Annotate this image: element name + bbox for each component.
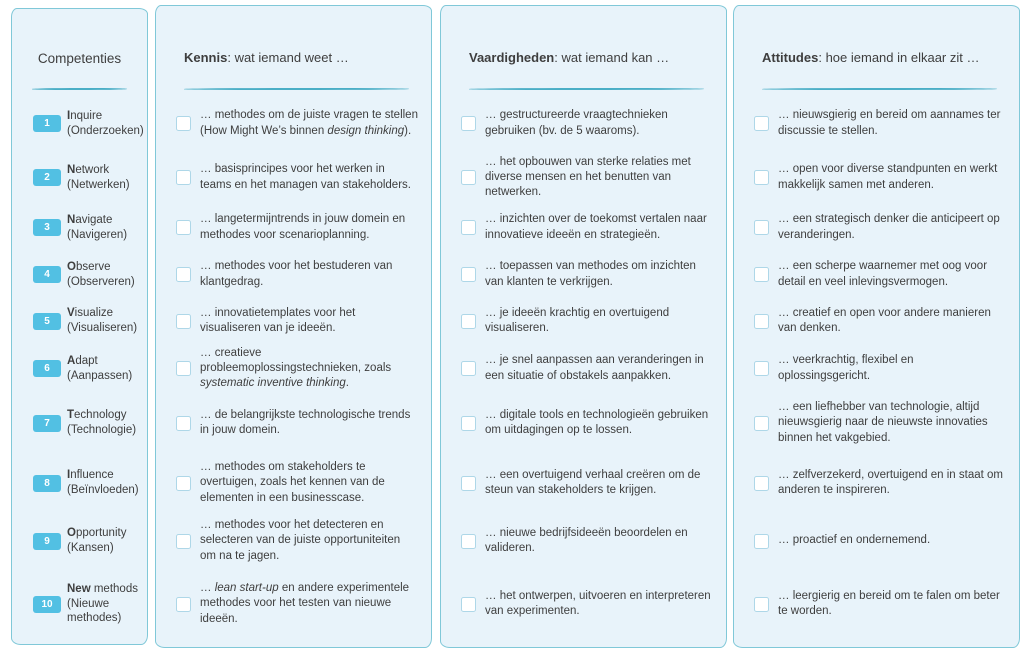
checklist-row	[441, 298, 726, 344]
checklist-row	[156, 393, 431, 453]
checklist-row	[734, 344, 1019, 393]
checkbox[interactable]	[461, 476, 476, 491]
checklist-row	[441, 393, 726, 453]
checklist-item-text: … een liefhebber van technologie, altijd nieuwsgierig naar de nieuwste innovaties binnen het vakgebied.	[778, 401, 988, 444]
competency-row	[12, 96, 147, 151]
checklist-item-text: … je ideeën krachtig en overtuigend visualiseren.	[485, 306, 670, 334]
checkbox[interactable]	[754, 361, 769, 376]
checkbox[interactable]	[754, 476, 769, 491]
competenties-title: Competenties	[37, 51, 122, 66]
competency-number-badge: 7	[33, 415, 61, 432]
checklist-item-text: … digitale tools en technologieën gebruiken om uitdagingen op te lossen.	[485, 408, 709, 436]
competency-number-badge: 1	[33, 115, 61, 132]
checkbox[interactable]	[461, 361, 476, 376]
checkbox[interactable]	[176, 314, 191, 329]
checklist-row	[441, 151, 726, 204]
checklist-row	[156, 513, 431, 569]
competency-name: Observe (Observeren)	[67, 260, 135, 288]
checkbox[interactable]	[461, 170, 476, 185]
competency-number-badge: 9	[33, 533, 61, 550]
checklist-item-text: … een overtuigend verhaal creëren om de steun van stakeholders te krijgen.	[485, 468, 701, 496]
checklist-row	[734, 251, 1019, 298]
checklist-item-text: … methodes om stakeholders te overtuigen, zoals het kennen van de elementen in een businesscase.	[200, 461, 385, 504]
competency-name: Navigate (Navigeren)	[67, 213, 128, 241]
checklist-item-text: … de belangrijkste technologische trends in jouw domein.	[200, 408, 411, 436]
competency-name: Adapt (Aanpassen)	[67, 354, 133, 382]
checkbox[interactable]	[176, 361, 191, 376]
vaardigheden-title: Vaardigheden: wat iemand kan …	[469, 50, 670, 65]
checkbox[interactable]	[461, 267, 476, 282]
competenties-header	[12, 9, 147, 96]
checklist-item-text: … basisprincipes voor het werken in teams en het managen van stakeholders.	[200, 163, 411, 191]
competency-row	[12, 204, 147, 251]
checklist-row	[156, 204, 431, 251]
checklist-item-text: … proactief en ondernemend.	[778, 534, 931, 547]
checklist-row	[156, 569, 431, 639]
vaardigheden-header	[441, 6, 726, 96]
checklist-row	[734, 96, 1019, 151]
kennis-header	[156, 6, 431, 96]
kennis-panel	[155, 5, 432, 648]
competency-name: New methods (Nieuwe methodes)	[67, 582, 138, 625]
checklist-item-text: … een scherpe waarnemer met oog voor detail en veel inlevingsvermogen.	[778, 260, 988, 288]
checklist-item-text: … het opbouwen van sterke relaties met diverse mensen en het benutten van netwerken.	[485, 155, 691, 199]
checklist-row	[156, 298, 431, 344]
checklist-item-text: … je snel aanpassen aan veranderingen in een situatie of obstakels aanpakken.	[485, 354, 704, 382]
checkbox[interactable]	[754, 534, 769, 549]
competency-row	[12, 251, 147, 298]
competency-name: Network (Netwerken)	[67, 163, 130, 191]
checkbox[interactable]	[461, 534, 476, 549]
attitudes-panel	[733, 5, 1020, 648]
competency-row	[12, 569, 147, 639]
competency-name: Influence (Beïnvloeden)	[67, 469, 139, 496]
checkbox[interactable]	[754, 170, 769, 185]
checklist-item-text: … langetermijntrends in jouw domein en methodes voor scenarioplanning.	[200, 213, 406, 241]
competency-name: Opportunity (Kansen)	[67, 527, 127, 554]
checkbox[interactable]	[754, 314, 769, 329]
checkbox[interactable]	[176, 534, 191, 549]
checklist-row	[734, 513, 1019, 569]
kennis-title: Kennis: wat iemand weet …	[184, 50, 349, 65]
vaardigheden-rows	[441, 96, 726, 639]
competency-number-badge: 3	[33, 219, 61, 236]
competency-rows	[12, 96, 147, 639]
checklist-row	[734, 298, 1019, 344]
checklist-item-text: … creatieve probleemoplossingstechnieken, zoals systematic inventive thinking.	[200, 346, 392, 390]
checklist-item-text: … innovatietemplates voor het visualiseren van je ideeën.	[200, 306, 356, 334]
checklist-row	[156, 453, 431, 513]
checkbox[interactable]	[176, 597, 191, 612]
competency-name: Inquire (Onderzoeken)	[67, 109, 144, 137]
checkbox[interactable]	[754, 267, 769, 282]
competency-number-badge: 4	[33, 266, 61, 283]
competenties-panel	[11, 8, 148, 645]
checklist-row	[734, 569, 1019, 639]
checkbox[interactable]	[176, 170, 191, 185]
checklist-row	[441, 251, 726, 298]
checklist-item-text: … leergierig en bereid om te falen om beter te worden.	[778, 589, 1000, 617]
checkbox[interactable]	[461, 597, 476, 612]
checklist-item-text: … toepassen van methodes om inzichten van klanten te verkrijgen.	[485, 260, 696, 288]
header-underline	[184, 88, 409, 90]
competency-name: Technology (Technologie)	[67, 409, 137, 436]
checklist-row	[734, 151, 1019, 204]
competency-row	[12, 393, 147, 453]
checklist-item-text: … nieuwe bedrijfsideeën beoordelen en valideren.	[485, 526, 688, 554]
checkbox[interactable]	[176, 116, 191, 131]
checklist-row	[156, 344, 431, 393]
checklist-item-text: … zelfverzekerd, overtuigend en in staat om anderen te inspireren.	[778, 468, 1004, 496]
checkbox[interactable]	[754, 597, 769, 612]
checklist-item-text: … het ontwerpen, uitvoeren en interpreteren van experimenten.	[485, 589, 711, 617]
checklist-row	[441, 453, 726, 513]
checklist-item-text: … open voor diverse standpunten en werkt makkelijk samen met anderen.	[778, 163, 998, 191]
competency-number-badge: 10	[33, 596, 61, 613]
competency-row	[12, 298, 147, 344]
checklist-row	[734, 204, 1019, 251]
competency-number-badge: 5	[33, 313, 61, 330]
attitudes-title: Attitudes: hoe iemand in elkaar zit …	[762, 50, 980, 65]
checkbox[interactable]	[461, 416, 476, 431]
checklist-row	[734, 393, 1019, 453]
checkbox[interactable]	[176, 416, 191, 431]
checkbox[interactable]	[754, 416, 769, 431]
competency-number-badge: 2	[33, 169, 61, 186]
checklist-row	[156, 251, 431, 298]
checklist-item-text: … creatief en open voor andere manieren van denken.	[778, 306, 991, 334]
checklist-item-text: … veerkrachtig, flexibel en oplossingsgericht.	[778, 354, 914, 382]
checklist-row	[156, 96, 431, 151]
checkbox[interactable]	[754, 220, 769, 235]
checklist-item-text: … inzichten over de toekomst vertalen naar innovatieve ideeën en strategieën.	[485, 213, 707, 241]
checklist-row	[441, 344, 726, 393]
header-underline	[762, 88, 997, 90]
competency-number-badge: 6	[33, 360, 61, 377]
competency-row	[12, 151, 147, 204]
checklist-row	[441, 569, 726, 639]
header-underline	[32, 88, 127, 90]
checkbox[interactable]	[754, 116, 769, 131]
checklist-row	[441, 513, 726, 569]
competency-name: Visualize (Visualiseren)	[67, 307, 138, 334]
competency-row	[12, 453, 147, 513]
checklist-item-text: … methodes voor het bestuderen van klantgedrag.	[200, 260, 393, 288]
checkbox[interactable]	[461, 314, 476, 329]
checklist-row	[156, 151, 431, 204]
checklist-row	[441, 96, 726, 151]
attitudes-rows	[734, 96, 1019, 639]
competency-number-badge: 8	[33, 475, 61, 492]
checkbox[interactable]	[461, 220, 476, 235]
checkbox[interactable]	[176, 476, 191, 491]
competency-row	[12, 513, 147, 569]
checklist-item-text: … nieuwsgierig en bereid om aannames ter discussie te stellen.	[778, 109, 1001, 137]
checkbox[interactable]	[176, 220, 191, 235]
checklist-item-text: … lean start-up en andere experimentele methodes voor het testen van nieuwe ideeën.	[200, 582, 410, 625]
checklist-item-text: … een strategisch denker die anticipeert op veranderingen.	[778, 213, 1000, 241]
checklist-row	[734, 453, 1019, 513]
competency-row	[12, 344, 147, 393]
checklist-item-text: … methodes voor het detecteren en selecteren van de juiste opportuniteiten om na te jagen.	[200, 519, 401, 562]
checklist-row	[441, 204, 726, 251]
checklist-item-text: … methodes om de juiste vragen te stellen (How Might We’s binnen design thinking).	[200, 109, 418, 137]
checkbox[interactable]	[461, 116, 476, 131]
header-underline	[469, 88, 704, 90]
checkbox[interactable]	[176, 267, 191, 282]
attitudes-header	[734, 6, 1019, 96]
vaardigheden-panel	[440, 5, 727, 648]
kennis-rows	[156, 96, 431, 639]
checklist-item-text: … gestructureerde vraagtechnieken gebruiken (bv. de 5 waaroms).	[485, 109, 668, 137]
